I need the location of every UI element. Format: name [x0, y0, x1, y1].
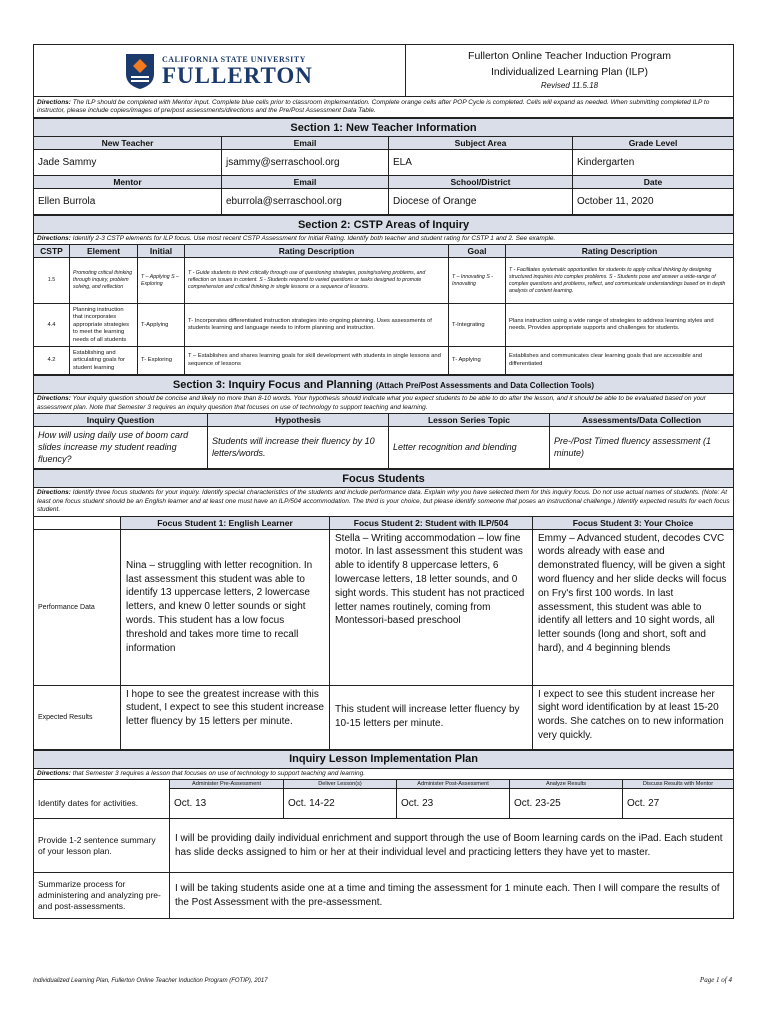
program-title: Fullerton Online Teacher Induction Program: [468, 50, 671, 63]
new-teacher-value: Jade Sammy: [34, 150, 222, 176]
cstp-element: Planning instruction that incorporates appropriate strategies to meet the learning needs of all students: [70, 304, 138, 347]
cstp-goal-description: T - Facilitates systematic opportunities for students to apply critical thinking by designing structured inquiries into complex problems. S - Students pose and answer a wide-range of complex questions and problems, reflect, and communicate understandings based on in depth analysis of content learning.: [506, 258, 734, 304]
focus-student-3-header: Focus Student 3: Your Choice: [533, 516, 734, 529]
discuss-results-header: Discuss Results with Mentor: [623, 780, 734, 789]
focus-student-1-performance: Nina – struggling with letter recognition. In last assessment this student was able to identify 13 uppercase letters, 2 lowercase letters, and knew 0 letter sounds or sight words. This student has a low focus threshold and takes more time to recall information: [121, 529, 330, 685]
analyze-results-date: Oct. 23-25: [510, 789, 623, 819]
subject-area-header: Subject Area: [389, 137, 573, 150]
cstp-goal: T-Integrating: [449, 304, 506, 347]
cstp-header: CSTP: [34, 245, 70, 258]
school-district-value: Diocese of Orange: [389, 189, 573, 215]
cstp-rating-description: T - Guide students to think critically through use of questioning strategies, posing/solving problems, and reflection on issues in content. S - Students respond to varied questions or tasks designed to promote comprehension and critical thinking in single lessons or a sequence of lessons.: [185, 258, 449, 304]
process-label: Summarize process for administering and analyzing pre- and post-assessments.: [34, 873, 170, 919]
section2-title: Section 2: CSTP Areas of Inquiry: [34, 216, 734, 234]
assessment-header: Assessments/Data Collection: [550, 414, 734, 427]
pre-assessment-date: Oct. 13: [170, 789, 284, 819]
grade-level-header: Grade Level: [573, 137, 734, 150]
footer-left: Individualized Learning Plan, Fullerton Online Teacher Induction Program (FOTIP), 2017: [33, 978, 268, 984]
university-name-small: CALIFORNIA STATE UNIVERSITY: [162, 54, 306, 64]
university-seal-icon: [124, 52, 156, 90]
inquiry-question-value: How will using daily use of boom card slides increase my student reading fluency?: [34, 427, 208, 469]
hypothesis-header: Hypothesis: [208, 414, 389, 427]
section1-table: [33, 118, 734, 215]
summary-value: I will be providing daily individual enrichment and support through the use of Boom learning cards on the iPad. Each student has slide decks assigned to him or her at their individual level and practicing letters they have yet to master.: [170, 819, 734, 873]
revised-date: Revised 11.5.18: [540, 80, 599, 90]
assessment-value: Pre-/Post Timed fluency assessment (1 minute): [550, 427, 734, 469]
focus-student-3-expected: I expect to see this student increase her sight word identification by at least 15-20 words. She catches on to new information very quickly.: [533, 685, 734, 749]
cstp-row: [34, 304, 734, 347]
cstp-element: Promoting critical thinking through inquiry, problem solving, and reflection: [70, 258, 138, 304]
section3-table: [33, 375, 734, 469]
deliver-lessons-date: Oct. 14-22: [284, 789, 397, 819]
deliver-lessons-header: Deliver Lesson(s): [284, 780, 397, 789]
implementation-plan-table: [33, 750, 734, 919]
implementation-plan-title: Inquiry Lesson Implementation Plan: [34, 750, 734, 768]
performance-data-label: Performance Data: [34, 529, 121, 685]
focus-students-table: [33, 469, 734, 749]
focus-student-3-performance: Emmy – Advanced student, decodes CVC words already with ease and demonstrated fluency, will be given a sight word fluency and her slide decks will focus on Fry's first 100 words. In last assessment, this student was able to identify all letters and 10 sight words, all letter sounds (long and short, soft and hard), and 4 beginning blends: [533, 529, 734, 685]
section2-table: [33, 215, 734, 375]
new-teacher-header: New Teacher: [34, 137, 222, 150]
post-assessment-header: Administer Post-Assessment: [397, 780, 510, 789]
blank-corner: [34, 516, 121, 529]
cstp-initial: T-Applying: [138, 304, 185, 347]
cstp-row: [34, 347, 734, 375]
cstp-row: [34, 258, 734, 304]
cstp-goal-description: Establishes and communicates clear learning goals that are accessible and differentiated: [506, 347, 734, 375]
focus-student-1-expected: I hope to see the greatest increase with this student, I expect to see this student increase letter fluency by 15 letters per minute.: [121, 685, 330, 749]
post-assessment-date: Oct. 23: [397, 789, 510, 819]
blank-corner: [34, 780, 170, 789]
cstp-element: Establishing and articulating goals for student learning: [70, 347, 138, 375]
goal-header: Goal: [449, 245, 506, 258]
mentor-header: Mentor: [34, 176, 222, 189]
cstp-number: 4.4: [34, 304, 70, 347]
date-value: October 11, 2020: [573, 189, 734, 215]
analyze-results-header: Analyze Results: [510, 780, 623, 789]
mentor-email-header: Email: [222, 176, 389, 189]
focus-student-1-header: Focus Student 1: English Learner: [121, 516, 330, 529]
expected-results-label: Expected Results: [34, 685, 121, 749]
inquiry-question-header: Inquiry Question: [34, 414, 208, 427]
grade-level-value: Kindergarten: [573, 150, 734, 176]
header-table: [33, 44, 734, 118]
cstp-rating-description: T- Incorporates differentiated instruction strategies into ongoing planning. Uses assessments of students learning and language needs to inform planning and instruction.: [185, 304, 449, 347]
cstp-goal: T – Innovating S - Innovating: [449, 258, 506, 304]
mentor-email-value: eburrola@serraschool.org: [222, 189, 389, 215]
school-district-header: School/District: [389, 176, 573, 189]
logo-cell: [34, 45, 406, 97]
cstp-goal: T- Applying: [449, 347, 506, 375]
main-directions: Directions: The ILP should be completed with Mentor input. Complete blue cells prior to classroom implementation. Complete orange cells after POP Cycle is completed. Cells will expand as needed. When submitting completed ILP to instructor, please include copies/images of pre/post assessments/directions and the Pre/Post Assessment Data Table.: [34, 97, 734, 118]
cstp-rating-description: T – Establishes and shares learning goals for skill development with students in single lessons and sequence of lessons: [185, 347, 449, 375]
section2-directions: Directions: Identify 2-3 CSTP elements for ILP focus. Use most recent CSTP Assessment for Initial Rating. Identify both teacher and student rating for CSTP 1 and 2. See example.: [34, 234, 734, 245]
section3-title: Section 3: Inquiry Focus and Planning (Attach Pre/Post Assessments and Data Collection Tools): [34, 376, 734, 394]
email-header: Email: [222, 137, 389, 150]
focus-student-2-performance: Stella – Writing accommodation – low fine motor. In last assessment this student was able to identify 8 uppercase letters, 6 lowercase letters, 18 letter sounds, and 0 sight words. This student has not practiced letter names routinely, coming from Montessori-based preschool: [330, 529, 533, 685]
initial-header: Initial: [138, 245, 185, 258]
subject-area-value: ELA: [389, 150, 573, 176]
section1-title: Section 1: New Teacher Information: [34, 119, 734, 137]
date-header: Date: [573, 176, 734, 189]
focus-student-2-header: Focus Student 2: Student with ILP/504: [330, 516, 533, 529]
hypothesis-value: Students will increase their fluency by 10 letters/words.: [208, 427, 389, 469]
cstp-number: 4.2: [34, 347, 70, 375]
program-title-cell: [406, 45, 734, 97]
lesson-topic-value: Letter recognition and blending: [389, 427, 550, 469]
focus-students-title: Focus Students: [34, 470, 734, 488]
pre-assessment-header: Administer Pre-Assessment: [170, 780, 284, 789]
cstp-number: 1.5: [34, 258, 70, 304]
element-header: Element: [70, 245, 138, 258]
page-number: Page 1 of 4: [699, 976, 732, 984]
goal-rating-description-header: Rating Description: [506, 245, 734, 258]
discuss-results-date: Oct. 27: [623, 789, 734, 819]
mentor-value: Ellen Burrola: [34, 189, 222, 215]
plan-title: Individualized Learning Plan (ILP): [490, 65, 648, 78]
dates-label: Identify dates for activities.: [34, 789, 170, 819]
lesson-topic-header: Lesson Series Topic: [389, 414, 550, 427]
university-name-big: FULLERTON: [162, 62, 313, 88]
rating-description-header: Rating Description: [185, 245, 449, 258]
summary-label: Provide 1-2 sentence summary of your lesson plan.: [34, 819, 170, 873]
ilp-page: [33, 44, 733, 919]
cstp-goal-description: Plans instruction using a wide range of strategies to address learning styles and needs. Provides appropriate supports and challenges for students.: [506, 304, 734, 347]
process-value: I will be taking students aside one at a time and timing the assessment for 1 minute each. Then I will compare the results of the Post Assessment with the pre-assessment.: [170, 873, 734, 919]
section3-directions: Directions: Your inquiry question should be concise and likely no more than 8-10 words. Your hypothesis should indicate what you expect students to be able to do after the lesson, and it should be able to be evaluated based on your assessment plan. Note that Semester 3 requires an inquiry question that focuses on use of technology to support teaching and learning.: [34, 394, 734, 414]
focus-student-2-expected: This student will increase letter fluency by 10-15 letters per minute.: [330, 685, 533, 749]
teacher-email-value: jsammy@serraschool.org: [222, 150, 389, 176]
cstp-initial: T – Applying S – Exploring: [138, 258, 185, 304]
plan-directions: Directions: that Semester 3 requires a lesson that focuses on use of technology to support teaching and learning.: [34, 768, 734, 779]
cstp-initial: T- Exploring: [138, 347, 185, 375]
focus-directions: Directions: Identify three focus students for your inquiry. Identify special characteristics of the students and include performance data. Explain why you have selected them for this inquiry focus. Do not use actual names of students. (Note: At least one focus student should be an English learner and at least one must have an ILP/504 accommodation. The third is your choice, but please identify someone that poses an instructional challenge.) Identify expected results for each focus student.: [34, 488, 734, 516]
